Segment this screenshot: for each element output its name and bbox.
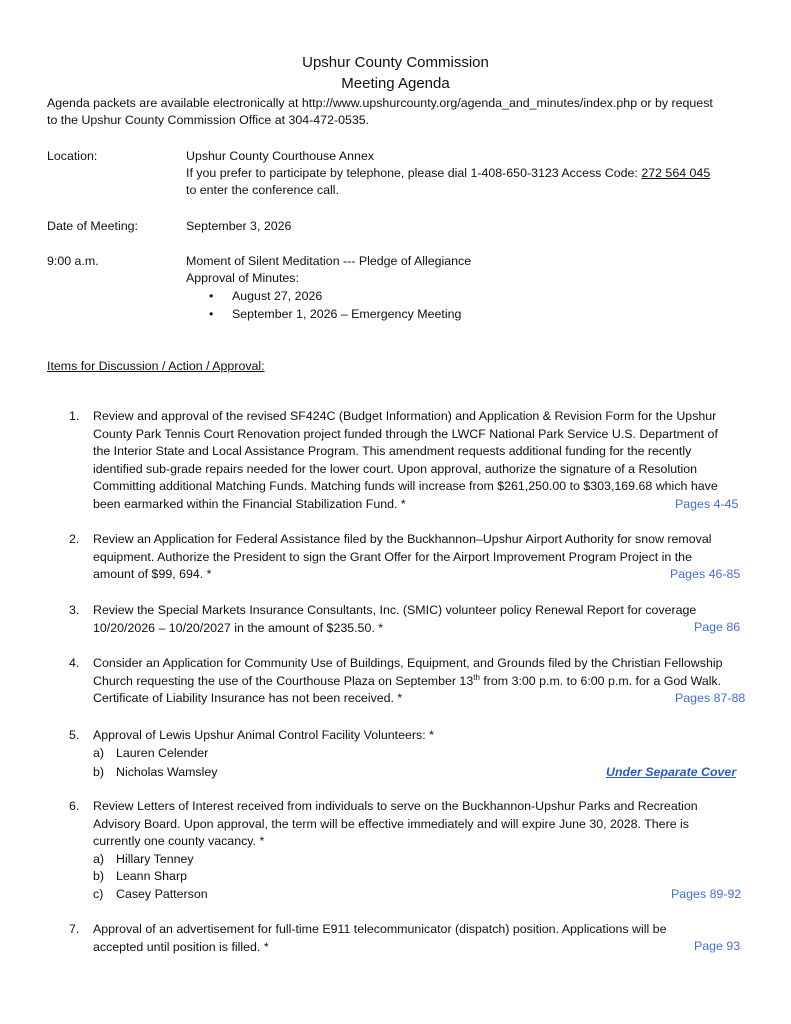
item-7-line: Approval of an advertisement for full-time E911 telecommunicator (dispatch) position. Applications will be	[93, 922, 667, 936]
minutes-item-1: August 27, 2026	[232, 289, 323, 303]
page-reference: Pages 87-88	[675, 691, 746, 705]
sub-letter: a)	[93, 852, 105, 866]
item-3-text	[93, 602, 745, 637]
under-separate-cover-link[interactable]: Under Separate Cover	[606, 765, 737, 779]
item-5-text: Approval of Lewis Upshur Animal Control Facility Volunteers: *	[93, 728, 434, 742]
item-number: 4.	[69, 656, 80, 670]
item-number: 5.	[69, 728, 80, 742]
item-1-text	[93, 408, 745, 513]
item-number: 6.	[69, 799, 80, 813]
applicant-name: Hillary Tenney	[116, 852, 194, 866]
opening-line-2: Approval of Minutes:	[186, 271, 299, 285]
item-4-line	[93, 673, 745, 691]
date-value: September 3, 2026	[186, 219, 292, 233]
page-reference: Pages 4-45	[675, 497, 739, 511]
location-line-3: to enter the conference call.	[186, 183, 339, 197]
minutes-item-2: September 1, 2026 – Emergency Meeting	[232, 307, 462, 321]
item-number: 1.	[69, 409, 80, 423]
item-1-line: County Park Tennis Court Renovation project funded through the LWCF National Park Service U.S. Department of	[93, 426, 718, 441]
location-line-1: Upshur County Courthouse Annex	[186, 149, 375, 163]
item-1-line: Review and approval of the revised SF424C (Budget Information) and Application & Revision Form for the Upshur	[93, 409, 717, 423]
item-1-line: been earmarked within the Financial Stabilization Fund. *	[93, 496, 406, 511]
item-2-line: Review an Application for Federal Assistance filed by the Buckhannon–Upshur Airport Authority for snow removal	[93, 532, 712, 546]
item-6-text	[93, 798, 745, 851]
applicant-name: Leann Sharp	[116, 869, 187, 883]
item-number: 2.	[69, 532, 80, 546]
ordinal-suffix: th	[473, 672, 480, 682]
intro-line-2: to the Upshur County Commission Office at 304-472-0535.	[47, 113, 370, 127]
page-reference: Page 93	[694, 939, 741, 953]
location-line-2	[186, 165, 710, 183]
item-4-text	[93, 655, 745, 708]
sub-letter: c)	[93, 887, 104, 901]
bullet-icon: •	[209, 307, 214, 321]
intro-line-1: Agenda packets are available electronically at http://www.upshurcounty.org/agenda_and_minutes/index.php or by request	[47, 96, 713, 110]
item-2-line: equipment. Authorize the President to sign the Grant Offer for the Airport Improvement Program Project in the	[93, 549, 692, 564]
item-4-line: Certificate of Liability Insurance has not been received. *	[93, 691, 403, 705]
item-1-line: the Interior State and Local Assistance Program. This amendment requests additional funding for the recently	[93, 444, 692, 458]
item-3-line: 10/20/2026 – 10/20/2027 in the amount of $235.50. *	[93, 620, 384, 635]
item-7-line: accepted until position is filled. *	[93, 939, 269, 954]
item-6-line: Review Letters of Interest received from individuals to serve on the Buckhannon-Upshur Parks and Recreation	[93, 799, 698, 813]
item-number: 7.	[69, 922, 80, 936]
sub-letter: b)	[93, 869, 105, 883]
page-reference: Pages 89-92	[671, 887, 742, 901]
item-4-line-end: from 3:00 p.m. to 6:00 p.m. for a God Walk.	[479, 673, 722, 688]
page-subtitle: Meeting Agenda	[341, 75, 450, 92]
applicant-name: Casey Patterson	[116, 887, 208, 901]
phone-instructions: If you prefer to participate by telephone, please dial 1-408-650-3123 Access Code:	[186, 166, 642, 180]
opening-time: 9:00 a.m.	[47, 254, 99, 268]
opening-line-1: Moment of Silent Meditation --- Pledge of Allegiance	[186, 254, 472, 268]
volunteer-name: Lauren Celender	[116, 746, 209, 760]
sub-letter: b)	[93, 765, 105, 779]
item-2-line: amount of $99, 694. *	[93, 567, 212, 581]
volunteer-name: Nicholas Wamsley	[116, 765, 218, 779]
section-heading: Items for Discussion / Action / Approval:	[47, 359, 265, 373]
date-label: Date of Meeting:	[47, 219, 138, 233]
item-4-line-start: Church requesting the use of the Courthouse Plaza on September 13	[93, 673, 474, 688]
page-reference: Page 86	[694, 620, 741, 634]
page-reference: Pages 46-85	[670, 567, 741, 581]
item-number: 3.	[69, 603, 80, 617]
access-code: 272 564 045	[641, 166, 711, 180]
item-1-line: identified sub-grade repairs needed for the lower court. Upon approval, authorize the signature of a Resolution	[93, 461, 698, 476]
item-3-line: Review the Special Markets Insurance Consultants, Inc. (SMIC) volunteer policy Renewal Report for coverage	[93, 603, 697, 617]
item-6-line: Advisory Board. Upon approval, the term will be effective immediately and will expire June 30, 2028. There is	[93, 816, 689, 831]
item-2-text	[93, 531, 745, 584]
bullet-icon: •	[209, 289, 214, 303]
sub-letter: a)	[93, 746, 105, 760]
location-label: Location:	[47, 149, 98, 163]
item-4-line: Consider an Application for Community Use of Buildings, Equipment, and Grounds filed by the Christian Fellowship	[93, 656, 723, 670]
item-1-line: Committing additional Matching Funds. Matching funds will increase from $261,250.00 to $303,169.68 which have	[93, 479, 718, 493]
item-6-line: currently one county vacancy. *	[93, 834, 265, 848]
item-7-text	[93, 921, 745, 956]
page-title: Upshur County Commission	[302, 54, 489, 71]
